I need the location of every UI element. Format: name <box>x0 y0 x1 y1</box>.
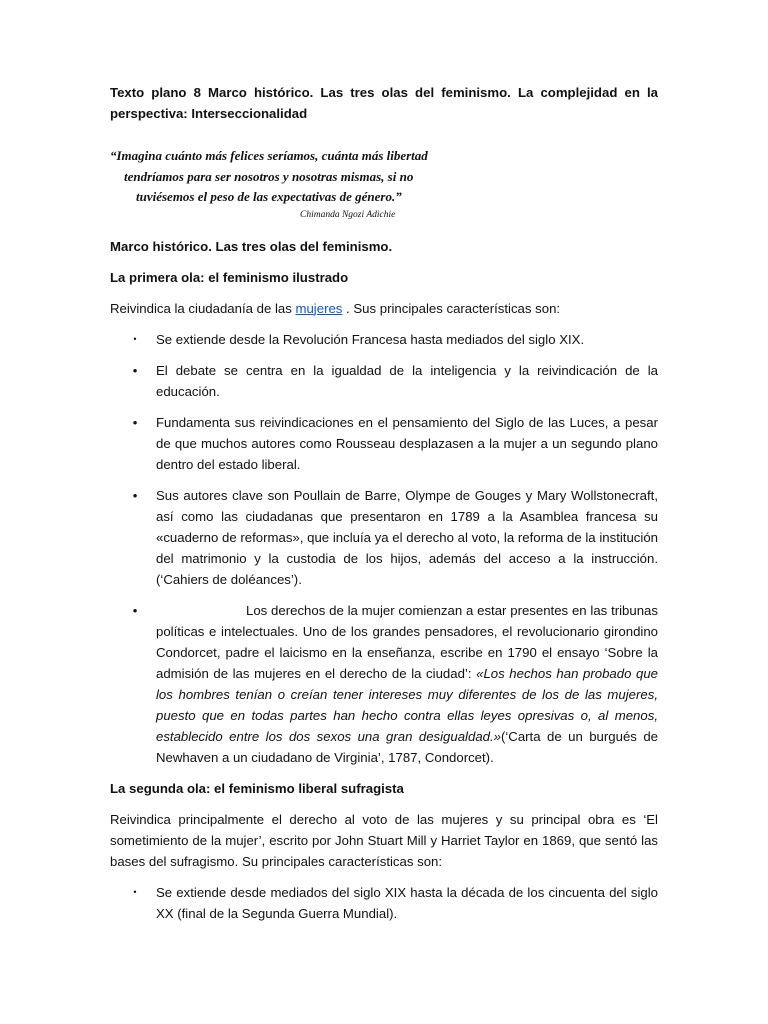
list-item <box>110 485 658 590</box>
bullet-icon: • <box>132 414 138 430</box>
condorcet-source: (‘Carta de un burgués de Newhaven a un ciudadano de Virginia’, 1787, Condorcet). <box>156 728 658 765</box>
document-title: Texto plano 8 Marco histórico. Las tres olas del feminismo. La complejidad en la perspectiva: Interseccionalidad <box>110 85 658 121</box>
epigraph-quote <box>110 146 658 222</box>
second-wave-heading: La segunda ola: el feminismo liberal sufragista <box>110 780 404 796</box>
first-wave-intro <box>110 298 658 319</box>
bullet-icon: • <box>132 602 138 618</box>
intro-text-after: . Sus principales características son: <box>342 300 561 316</box>
second-wave-list <box>110 882 658 924</box>
list-item <box>110 600 658 768</box>
mujeres-link[interactable]: mujeres <box>295 300 343 316</box>
second-wave-intro: Reivindica principalmente el derecho al voto de las mujeres y su principal obra es ‘El sometimiento de la mujer’, escrito por John Stuart Mill y Harriet Taylor en 1869, que sentó las bases del sufragismo. Su principales características son: <box>110 811 658 869</box>
quote-line-2: tendríamos para ser nosotros y nosotras mismas, si no <box>124 168 414 184</box>
condorcet-quote: «Los hechos han probado que los hombres tenían o creían tener intereses muy diferentes de los de las mujeres, puesto que en todas partes han hecho contra ellas leyes opresivas o, al menos, establecido entre los dos sexos una gran desigualdad.» <box>156 665 658 744</box>
document-page <box>110 82 658 934</box>
list-item-text: Fundamenta sus reivindicaciones en el pensamiento del Siglo de las Luces, a pesar de que muchos autores como Rousseau desplazasen a la mujer a un segundo plano dentro del estado liberal. <box>156 414 658 472</box>
list-item <box>110 882 658 924</box>
bullet-icon: • <box>132 362 138 378</box>
list-item <box>110 412 658 475</box>
list-item-text: Se extiende desde mediados del siglo XIX hasta la década de los cincuenta del siglo XX (final de la Segunda Guerra Mundial). <box>156 884 658 921</box>
list-item <box>110 360 658 402</box>
list-item <box>110 329 658 350</box>
quote-author: Chimanda Ngozi Adichie <box>300 209 396 220</box>
quote-line-1: “Imagina cuánto más felices seríamos, cuánta más libertad <box>110 148 428 163</box>
section-heading: Marco histórico. Las tres olas del feminismo. <box>110 238 393 254</box>
list-item-text: El debate se centra en la igualdad de la inteligencia y la reivindicación de la educación. <box>156 362 658 399</box>
first-wave-heading: La primera ola: el feminismo ilustrado <box>110 269 349 285</box>
intro-text-before: Reivindica la ciudadanía de las <box>110 300 296 316</box>
list-item-text: Sus autores clave son Poullain de Barre, Olympe de Gouges y Mary Wollstonecraft, así como las ciudadanas que presentaron en 1789 a la Asamblea francesa su «cuaderno de reformas», que incluía ya el derecho al voto, la reforma de la institución del matrimonio y la custodia de los hijos, además del acceso a la instrucción. (‘Cahiers de doléances’). <box>156 487 658 587</box>
bullet-icon: • <box>133 333 137 344</box>
list-item-text: Se extiende desde la Revolución Francesa hasta mediados del siglo XIX. <box>156 331 585 347</box>
condorcet-text: Los derechos de la mujer comienzan a estar presentes en las tribunas políticas e intelectuales. Uno de los grandes pensadores, el revolucionario girondino Condorcet, padre el laicismo en la enseñanza, escribe en 1790 el ensayo ‘Sobre la admisión de las mujeres en el derecho de la ciudad’: <box>156 602 658 681</box>
list-item-text <box>156 600 658 768</box>
first-wave-list <box>110 329 658 768</box>
quote-line-3: tuviésemos el peso de las expectativas de género.” <box>136 189 402 204</box>
bullet-icon: • <box>133 886 137 897</box>
bullet-icon: • <box>132 487 138 503</box>
